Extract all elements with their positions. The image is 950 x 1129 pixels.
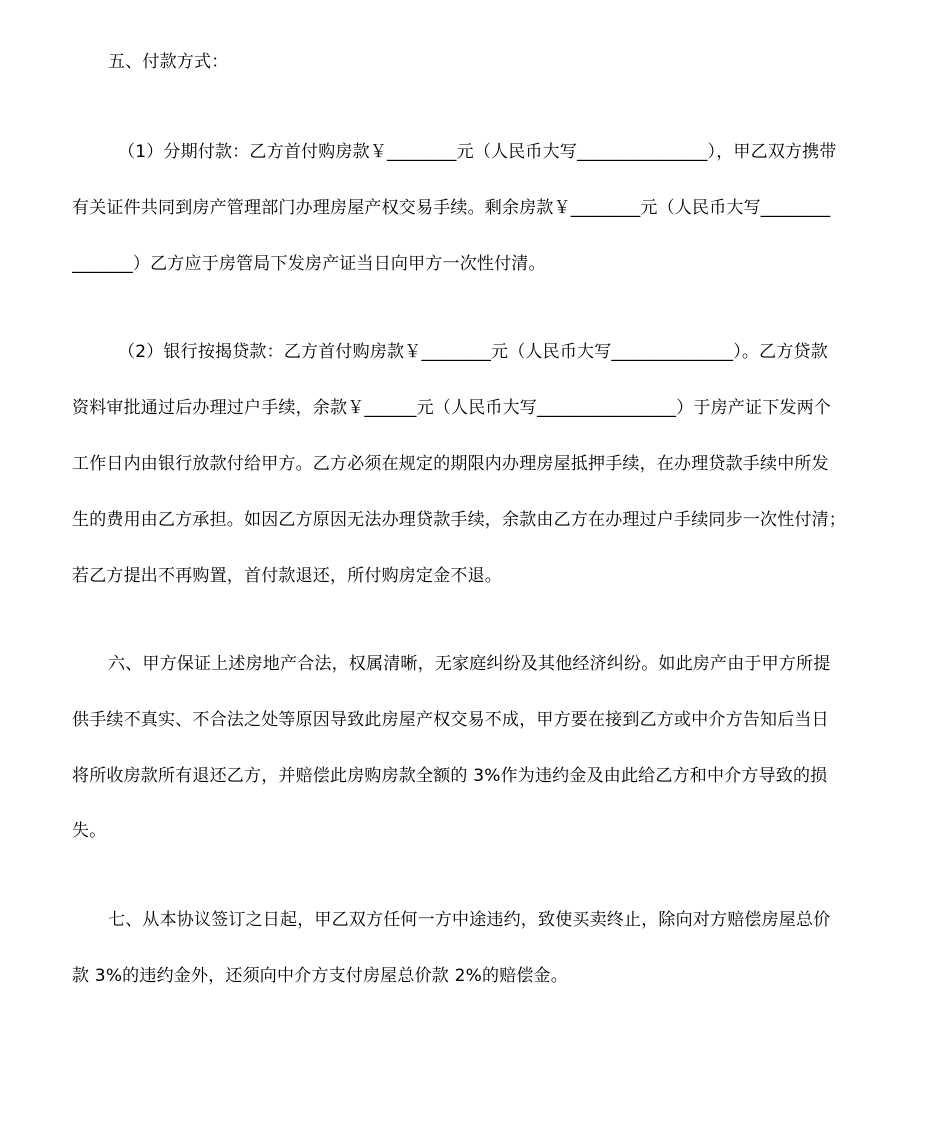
section-6-line-3: 将所收房款所有退还乙方，并赔偿此房购房款全额的 3%作为违约金及由此给乙方和中介方导致的损 <box>72 766 828 786</box>
section-5-heading: 五、付款方式： <box>108 52 229 72</box>
section-6-line-2: 供手续不真实、不合法之处等原因导致此房屋产权交易不成，甲方要在接到乙方或中介方告知后当日 <box>72 710 829 730</box>
section-5-item-2-line-3: 工作日内由银行放款付给甲方。乙方必须在规定的期限内办理房屋抵押手续，在办理贷款手续中所发 <box>72 454 829 474</box>
section-6-line-1: 六、甲方保证上述房地产合法，权属清晰，无家庭纠纷及其他经济纠纷。如此房产由于甲方所提 <box>108 654 831 674</box>
section-5-item-2-line-2: 资料审批通过后办理过户手续，余款￥______元（人民币大写________________）于房产证下发两个 <box>72 398 831 418</box>
section-6-line-4: 失。 <box>72 821 107 841</box>
section-5-item-1-line-1: （1）分期付款：乙方首付购房款￥________元（人民币大写_______________），甲乙双方携带 <box>118 142 837 162</box>
section-5-item-2-line-1: （2）银行按揭贷款：乙方首付购房款￥________元（人民币大写______________）。乙方贷款 <box>118 342 828 362</box>
section-5-item-1-line-2: 有关证件共同到房产管理部门办理房屋产权交易手续。剩余房款￥________元（人民币大写________ <box>72 198 831 218</box>
section-7-line-2: 款 3%的违约金外，还须向中介方支付房屋总价款 2%的赔偿金。 <box>72 966 568 986</box>
section-5-item-2-line-5: 若乙方提出不再购置，首付款退还，所付购房定金不退。 <box>72 566 502 586</box>
section-5-item-2-line-4: 生的费用由乙方承担。如因乙方原因无法办理贷款手续，余款由乙方在办理过户手续同步一次性付清； <box>72 510 846 530</box>
section-7-line-1: 七、从本协议签订之日起，甲乙双方任何一方中途违约，致使买卖终止，除向对方赔偿房屋总价 <box>108 910 831 930</box>
section-5-item-1-line-3: _______）乙方应于房管局下发房产证当日向甲方一次性付清。 <box>72 254 546 274</box>
